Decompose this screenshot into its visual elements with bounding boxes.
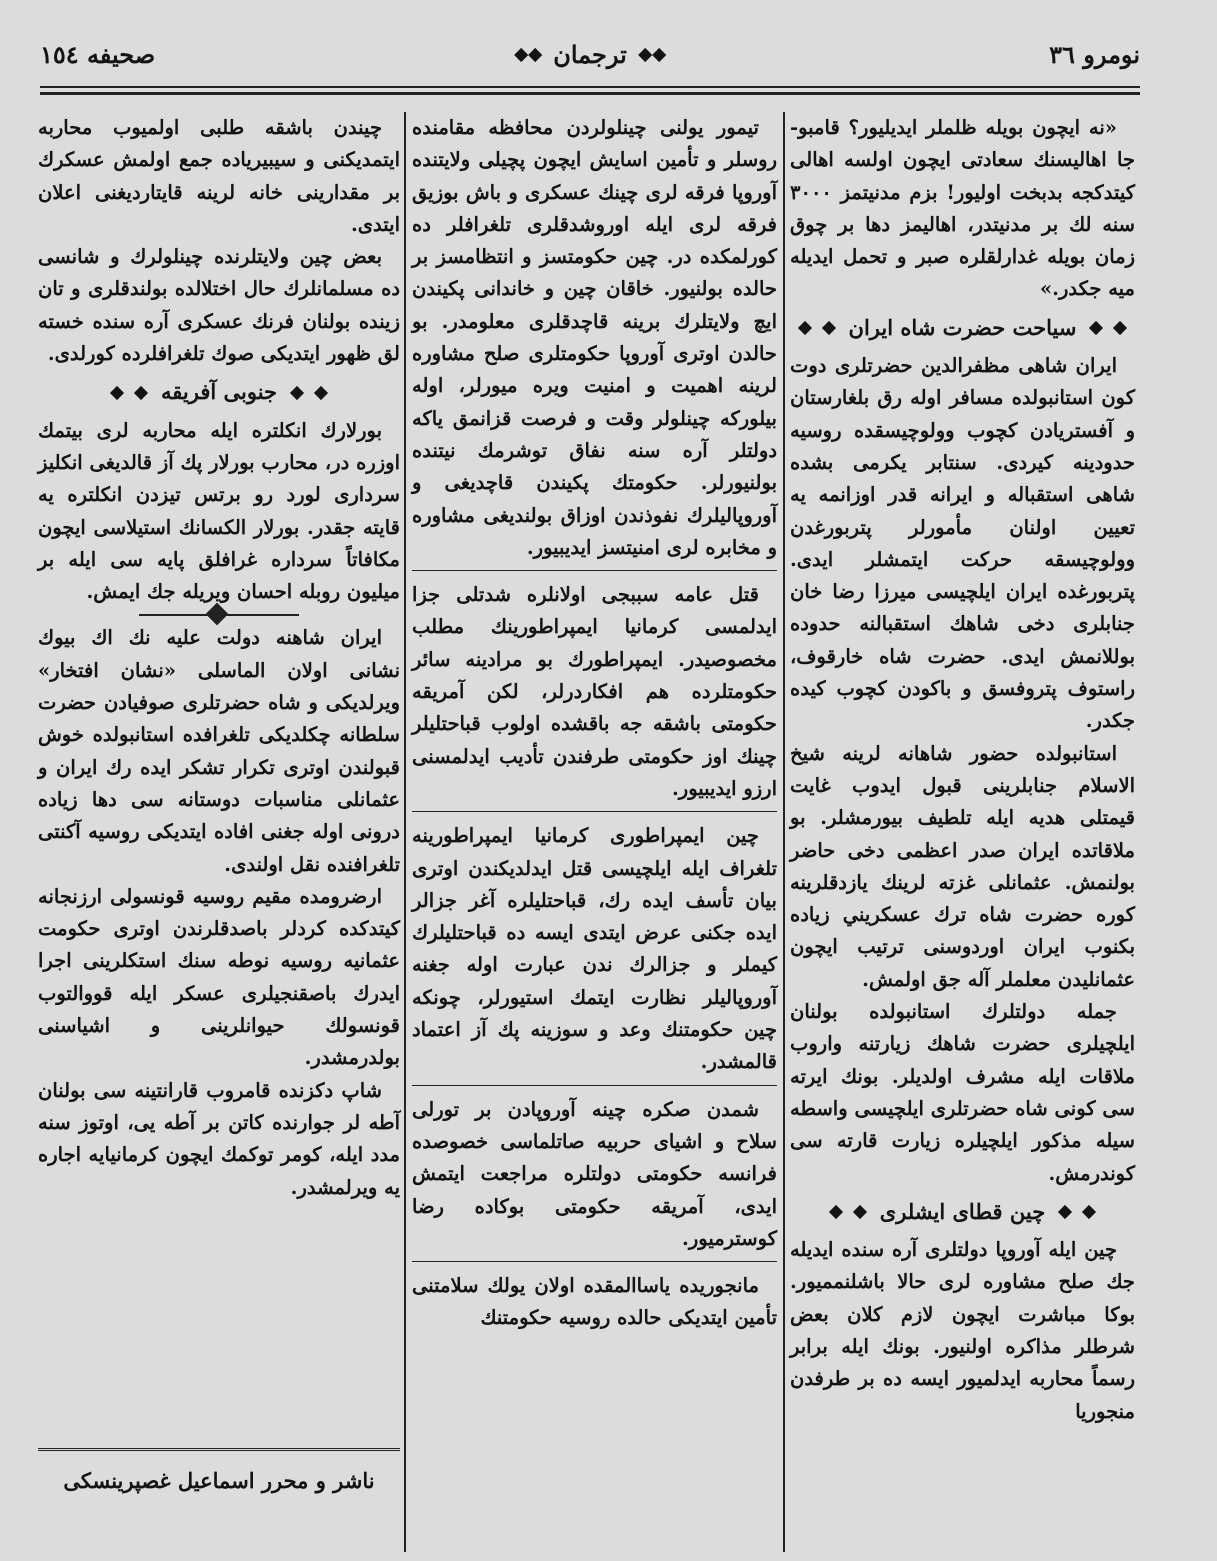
paragraph: چيندن باشقه طلبى اولميوب محاربه ايتمديكنى و سيبيرياده جمع اولمش عسكرك بر مقدارينى خانه لرينه قايتارديغنى اعلان ايتدى. xyxy=(38,116,400,236)
ornament-icon xyxy=(828,1206,868,1218)
column-middle xyxy=(412,112,777,1335)
publisher-line: ناشر و محرر اسماعيل غصپرينسكى xyxy=(63,1468,375,1493)
header-rule xyxy=(40,86,1140,88)
section-separator xyxy=(38,614,400,616)
paragraph: ايران شاهنه دولت عليه نك اك بيوك نشانى اولان الماسلى «نشان افتخار» ويرلديكى و شاه حضرتلرى صوفيادن حضرت سلطانه چكلديكى تلغرافده استانبولده خوش قبولندن اوترى تكرار تشكر ايده رك ايران و عثمانلى مناسبات دوستانه سى دها زياده درونى اوله جغنى افاده ايتديكى روسيه آكنتى تلغرافنده نقل اولندى. xyxy=(38,626,400,876)
paragraph: ارضرومده مقيم روسيه قونسولى ارزنجانه كيتدكده كردلر باصدقلرندن اوترى حكومت عثمانيه روسيه نوطه سنك استكلرينى اجرا ايدرك باصقنجيلرى عسكر ايله قووالتوب قونسولك حيوانلرينى و اشياسنى بولدرمشدر. xyxy=(38,884,400,1070)
section-heading xyxy=(38,376,400,408)
paragraph: قتل عامه سببجى اولانلره شدتلى جزا ايدلمسى كرمانيا ايمپراطورينك مطلب مخصوصيدر. ايمپراطورك بو مرادينه سائر حكومتلرده هم افكاردرلر، لكن آمريقه حكومتى باشقه جه باقشده اولوب قباحتليلر چينك اوز حكومتى طرفندن تأديب ايدلمسنى ارزو ايديبيور. xyxy=(412,583,777,800)
paragraph: شمدن صكره چينه آوروپادن بر تورلى سلاح و اشياى حربيه صاتلماسى خصوصده فرانسه حكومتى دولتلره مراجعت ايتمش ايدى، آمريقه حكومتى بوكاده رضا كوسترميور. xyxy=(412,1097,777,1250)
paragraph: بورلارك انكلتره ايله محاربه لرى بيتمك اوزره در، محارب بورلار پك آز قالديغى انكليز سردارى لورد رو برتس تيزدن انكلتره يه قايته جقدر. بورلار الكسانك استيلاسى ايچون مكافاتاً سرداره غرافلق پايه سى ايله بر ميليون روبله احسان ويريله جك ايمش. xyxy=(38,418,400,604)
divider-rule xyxy=(412,811,777,812)
paragraph: بعض چين ولايتلرنده چينلولرك و شانسى ده مسلمانلرك حال اختلالده بولندقلرى و تان زينده بولنان فرنك عسكرى آره سنده خسته لق ظهور ايتديكى صوك تلغرافلرده كورلدى. xyxy=(38,245,400,366)
heading-text: جنوبى آفريقه xyxy=(161,379,278,405)
ornament-icon xyxy=(797,322,837,334)
paragraph: مانجوريده ياساالمقده اولان يولك سلامتنى تأمين ايتديكى حالده روسيه حكومتنك xyxy=(412,1274,777,1330)
column-divider xyxy=(404,112,406,1552)
paragraph: چين ايمپراطورى كرمانيا ايمپراطورينه تلغراف ايله ايلچيسى قتل ايدلديكندن اوترى بيان تأسف ايده رك، قباحتليلره آغر جزالر ايده جكنى عرض ايتدى ايسه ده قباحتليلرك كيملر و جزالرك ندن عبارت اوله جغنه آوروپاليلر نظارت ايتمك استيورلر، چونكه چين حكومتنك وعد و سوزينه پك آز اعتماد قالمشدر. xyxy=(412,824,777,1074)
paragraph: استانبولده حضور شاهانه لرينه شيخ الاسلام جنابلرينى قبول ايدوب غايت قيمتلى هديه ايله تلطيف بيورمشلر. بو ملاقاتده ايران صدر اعظمى دخى حاضر بولنمش. عثمانلى غزته لرينك يازدقلرينه كوره حضرت شاه ترك عسكريني زياده بكنوب ايران اوردوسنى ترتيب ايچون عثمانليدن معلملر آله جق اولمش. xyxy=(790,741,1135,991)
header-rule-thick xyxy=(40,92,1140,95)
diamond-ornament-icon xyxy=(139,614,299,616)
paragraph: چين ايله آوروپا دولتلرى آره سنده ايديله جك صلح مشاوره لرى حالا باشلنمميور. بوكا مباشرت ايچون لازم كلان بعض شرطلر مذاكره اولنيور. بونك ايله برابر رسماً محاربه ايدلميور ايسه ده بر طرفدن منجوريا xyxy=(790,1238,1135,1423)
ornament-icon xyxy=(513,49,543,61)
ornament-icon xyxy=(1057,1206,1097,1218)
section-heading xyxy=(790,1196,1135,1228)
section-heading xyxy=(790,312,1135,344)
paragraph: ايران شاهى مظفرالدين حضرتلرى دوت كون استانبولده مسافر اوله رق بلغارستان و آفستريادن كچوب وولوچيسقده روسيه حدودينه كيردى. سنتابر يكرمى بشده شاهى استقباله و ايرانه قدر اوزانمه يه تعيين اولنان مأمورلر پتربورغدن وولوچيسقه حركت ايتمشلر ايدى. پتربورغده ايران ايلچيسى ميرزا رضا خان جنابلرى دخى شاهك استقبالنه حدوده بوللانمش ايدى. حضرت شاه خارقوف، راستوف پتروفسق و باكودن كچوب كيده جكدر. xyxy=(790,354,1135,733)
paragraph: تيمور يولنى چينلولردن محافظه مقامنده روسلر و تأمين اسايش ايچون پچيلى ولايتنده آوروپا فرقه لرى چينك عسكرى و باش بوزيق فرقه لرى ايله اوروشدقلرى تلغرافلر ده كورلمكده در. چين حكومتسز و انتظامسز بر حالده بولنيور. خاقان چين و خاندانى پكيندن ايچ ولايتلرك برينه قاچدقلرى معلومدر. بو حالدن اوترى آوروپا حكومتلرى صلح مشاوره لرينه اهميت و امنيت ويره ميورلر، اوله بيلوركه چينلولر وقت و فرصت قزانمق ياكه دولتلر آره سنه نفاق توشرمك نيتنده بولنيورلر. حكومتك پكيندن قاچديغى و آوروپاليلرك نفوذندن اوزاق بولنديغى مشاوره و مخابره لرى امنيتسز ايديبيور. xyxy=(412,116,777,559)
heading-text: سياحت حضرت شاه ايران xyxy=(848,314,1077,340)
divider-rule xyxy=(412,1085,777,1086)
newspaper-title xyxy=(513,40,667,69)
paragraph: «نه ايچون بويله ظلملر ايديليور؟ قامبو-جا اهاليسنك سعادتى ايچون اولسه اهالى كيتدكجه بدبخت اوليور! بزم مدنيتمز ٣٠٠٠ سنه لك بر مدنيتدر، اهاليمز دها بر چوق زمان بويله غدارلقلره صبر و تحمل ايديله ميه جكدر.» xyxy=(790,116,1135,301)
divider-rule xyxy=(412,1261,777,1262)
footer-rule xyxy=(38,1448,400,1451)
ornament-icon xyxy=(1088,322,1128,334)
column-left xyxy=(38,112,400,1204)
masthead xyxy=(40,36,1140,88)
title-text: ترجمان xyxy=(553,40,627,69)
divider-rule xyxy=(412,570,777,571)
page-number: صحيفه ١٥٤ xyxy=(40,40,156,69)
column-divider xyxy=(783,112,785,1552)
ornament-icon xyxy=(109,387,149,399)
issue-number: نومرو ٣٦ xyxy=(1049,40,1140,69)
paragraph: شاپ دكزنده قامروب قارانتينه سى بولنان آطه لر جوارنده كاتن بر آطه يى، اوتوز سنه مدد ايله، كومر توكمك ايچون كرمانيايه اجاره يه ويرلمشدر. xyxy=(38,1078,400,1199)
column-right xyxy=(790,112,1135,1428)
paragraph: جمله دولتلرك استانبولده بولنان ايلچيلرى حضرت شاهك زيارتنه واروب ملاقات ايله مشرف اولديلر. بونك ايرته سى كونى شاه حضرتلرى ايلچيسى واسطه سيله مذكور ايلچيلره زيارت قارته سى كوندرمش. xyxy=(790,1000,1135,1185)
ornament-icon xyxy=(289,387,329,399)
ornament-icon xyxy=(637,49,667,61)
heading-text: چين قطاى ايشلرى xyxy=(879,1198,1046,1224)
